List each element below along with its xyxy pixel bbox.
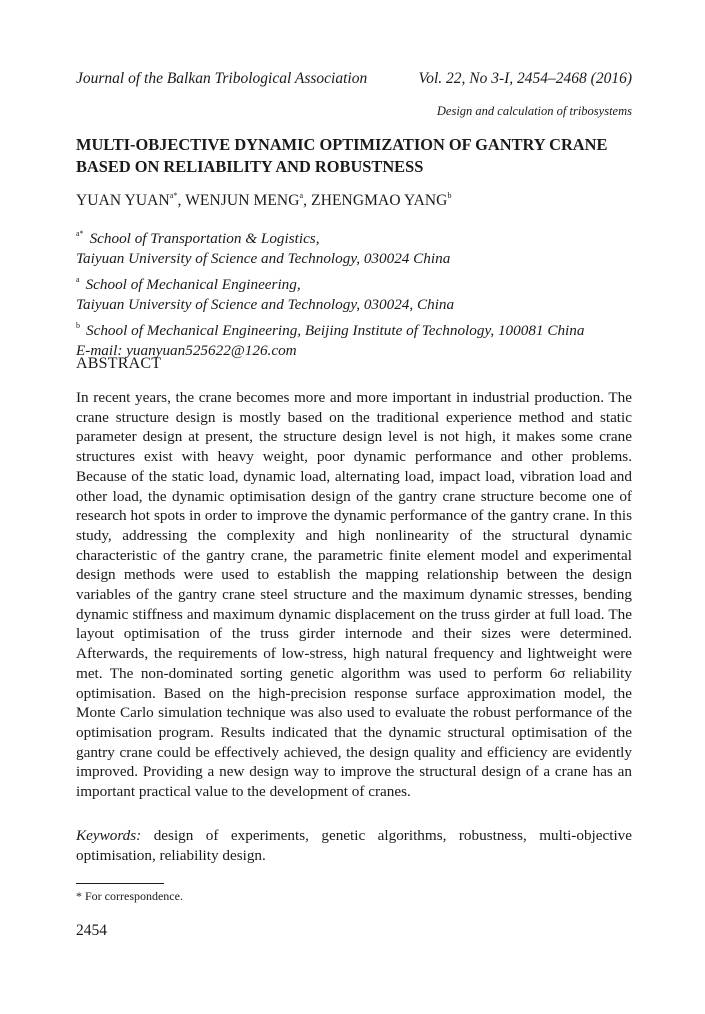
journal-name: Journal of the Balkan Tribological Association — [76, 70, 368, 87]
keywords — [76, 826, 632, 866]
affiliation-line — [76, 316, 636, 341]
affiliation-mark: a* — [76, 229, 84, 238]
author-list — [76, 191, 452, 210]
author-separator: , — [177, 192, 186, 209]
footnote: * For correspondence. — [76, 889, 183, 903]
footnote-divider — [76, 883, 164, 884]
page-number: 2454 — [76, 922, 107, 939]
affiliation-line: Taiyuan University of Science and Technology, 030024 China — [76, 250, 451, 268]
affiliation-mark: a — [76, 274, 80, 284]
email-line: E-mail: yuanyuan525622@126.com — [76, 342, 297, 360]
affiliation-line — [76, 224, 636, 249]
author-name: WENJUN MENG — [185, 192, 300, 209]
affiliations — [76, 224, 636, 361]
journal-volume: Vol. 22, No 3-I, 2454–2468 (2016) — [418, 70, 632, 87]
abstract-heading: ABSTRACT — [76, 355, 162, 372]
affiliation-line: Taiyuan University of Science and Technology, 030024, China — [76, 296, 455, 314]
keywords-label: Keywords: — [76, 827, 142, 844]
keywords-text: design of experiments, genetic algorithms, robustness, multi-objective optimisation, reliability design. — [76, 827, 633, 864]
author-mark: b — [447, 191, 452, 200]
author-mark: a — [299, 191, 304, 200]
author-separator: , — [303, 192, 312, 209]
affiliation-text: School of Mechanical Engineering, Beijing Institute of Technology, 100081 China — [86, 321, 585, 339]
author-mark: a* — [169, 191, 178, 200]
affiliation-text: School of Mechanical Engineering, — [85, 275, 301, 293]
affiliation-text: School of Transportation & Logistics, — [89, 230, 320, 247]
author-name: ZHENGMAO YANG — [311, 192, 448, 209]
section-label: Design and calculation of tribosystems — [436, 104, 632, 118]
affiliation-mark: b — [76, 320, 80, 330]
affiliation-line — [76, 270, 636, 295]
journal-header — [76, 70, 632, 88]
paper-title: MULTI-OBJECTIVE DYNAMIC OPTIMIZATION OF GANTRY CRANE BASED ON RELIABILITY AND ROBUSTNESS — [76, 135, 608, 176]
author-name: YUAN YUAN — [76, 192, 170, 209]
abstract-text: In recent years, the crane becomes more and more important in industrial production. The crane structure design is mostly based on the traditional experience method and static parameter design at present, the structure design level is not high, it makes some crane structures exist with heavy weight, poor dynamic performance and other problems. Because of the static load, dynamic load, alternating load, impact load, vibration load and other load, the dynamic optimisation design of the gantry crane structure become one of research hot spots in order to improve the dynamic performance of the gantry crane. In this study, addressing the complexity and high nonlinearity of the structural dynamic characteristic of the gantry crane, the parametric finite element model and experimental design methods were used to establish the mapping relationship between the design variables of the gantry crane steel structure and the maximum dynamic stresses, bending dynamic stiffness and maximum dynamic displacement on the truss girder at full load. The layout optimisation of the truss girder internode and their sizes were determined. Afterwards, the requirements of low-stress, high natural frequency and lightweight were met. The non-dominated sorting genetic algorithm was used to perform 6σ reliability optimisation. Based on the high-precision response surface approximation model, the Monte Carlo simulation technique was also used to evaluate the robust performance of the optimisation program. Results indicated that the dynamic structural optimisation of the gantry crane could be effectively achieved, the design quality and efficiency are evidently improved. Providing a new design way to improve the structural design of a crane has an important practical value to the development of cranes. — [76, 389, 632, 801]
